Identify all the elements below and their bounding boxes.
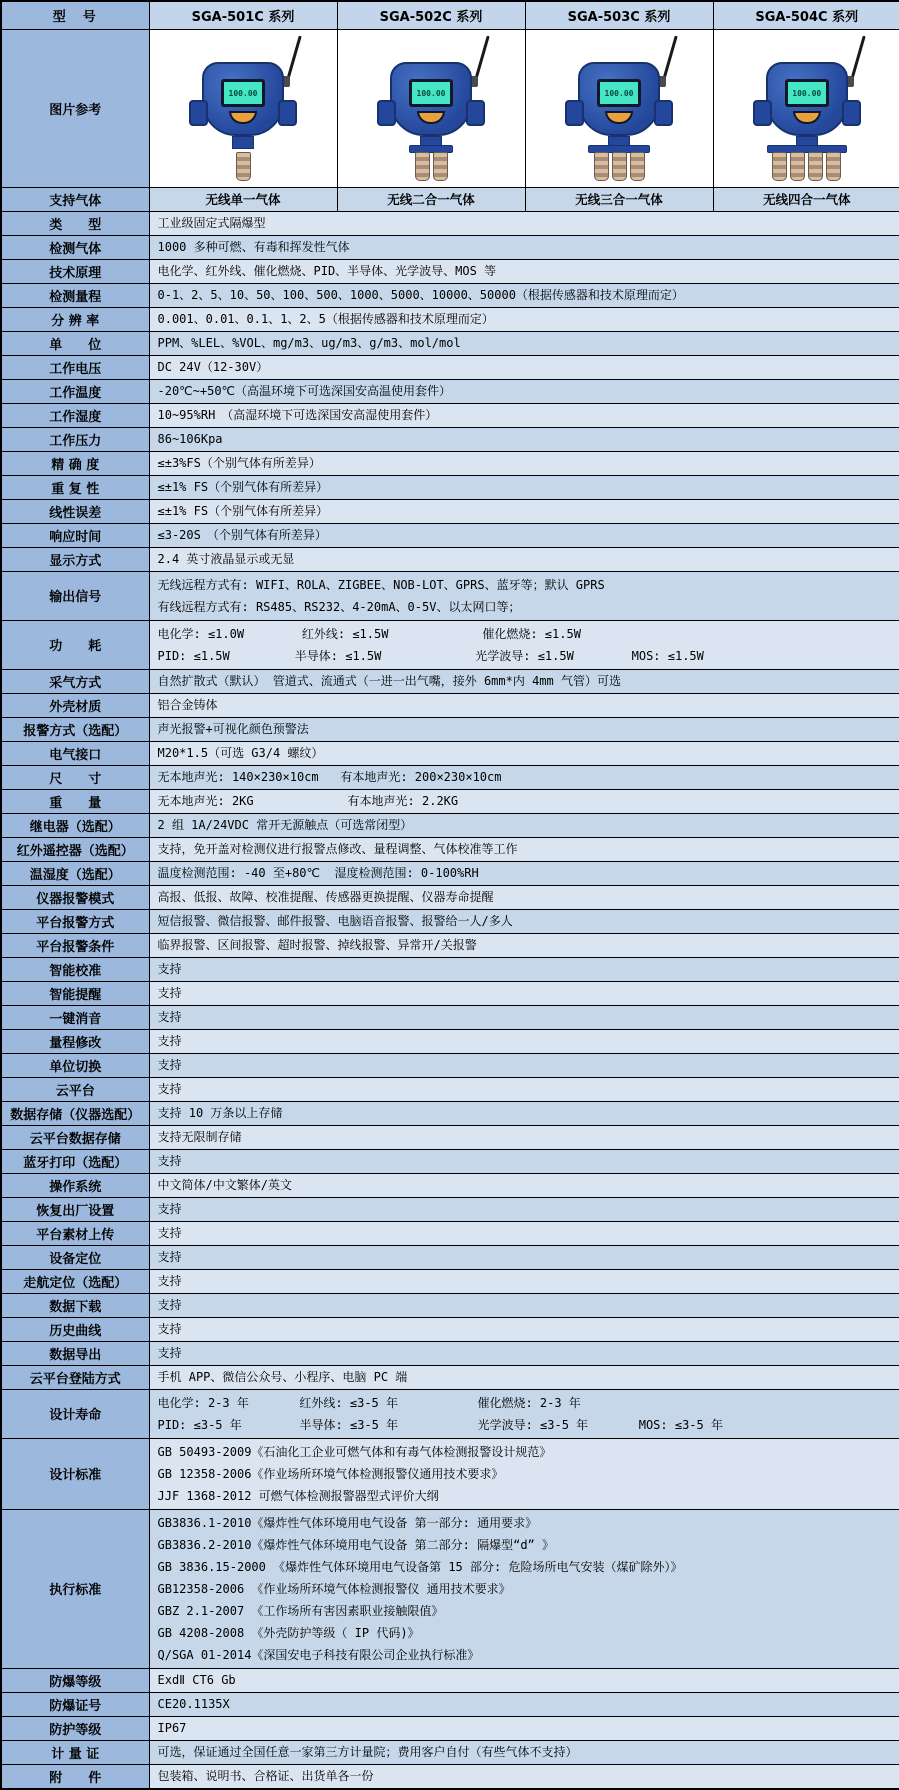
spec-value: 支持无限制存储: [149, 1125, 899, 1149]
gas-type-sga-502c: 无线二合一气体: [337, 187, 525, 211]
spec-row: [1, 307, 899, 331]
spec-row: [1, 765, 899, 789]
spec-row: [1, 861, 899, 885]
gas-support-label: 支持气体: [1, 187, 149, 211]
spec-value: 自然扩散式（默认） 管道式、流通式（一进一出气嘴，接外 6mm*内 4mm 气管）可选: [149, 669, 899, 693]
series-header-sga-502c: SGA-502C 系列: [337, 1, 525, 29]
spec-row: [1, 837, 899, 861]
series-header-sga-503c: SGA-503C 系列: [525, 1, 713, 29]
spec-label: 量程修改: [1, 1029, 149, 1053]
spec-label: 工作温度: [1, 379, 149, 403]
spec-value: 手机 APP、微信公众号、小程序、电脑 PC 端: [149, 1365, 899, 1389]
spec-row: [1, 211, 899, 235]
spec-value: ≤±1% FS（个别气体有所差异）: [149, 475, 899, 499]
spec-row: [1, 1029, 899, 1053]
spec-value: DC 24V（12-30V）: [149, 355, 899, 379]
device-buttons: [417, 111, 445, 124]
spec-label: 云平台数据存储: [1, 1125, 149, 1149]
sensor-cylinder: [808, 152, 823, 181]
device-buttons: [793, 111, 821, 124]
spec-label: 技术原理: [1, 259, 149, 283]
spec-label: 温湿度（选配）: [1, 861, 149, 885]
spec-label: 智能提醒: [1, 981, 149, 1005]
spec-value: ≤±1% FS（个别气体有所差异）: [149, 499, 899, 523]
product-image-sga-501c: [149, 29, 337, 187]
spec-value: 可选，保证通过全国任意一家第三方计量院；费用客户自付（有些气体不支持）: [149, 1740, 899, 1764]
spec-value: 支持: [149, 1317, 899, 1341]
gas-type-sga-504c: 无线四合一气体: [713, 187, 899, 211]
spec-label: 平台素材上传: [1, 1221, 149, 1245]
spec-row: [1, 475, 899, 499]
spec-row: [1, 403, 899, 427]
spec-row: [1, 355, 899, 379]
spec-value: 无本地声光: 2KG 有本地声光: 2.2KG: [149, 789, 899, 813]
detector-body: [766, 62, 848, 136]
spec-value: 无线远程方式有: WIFI、ROLA、ZIGBEE、NOB-LOT、GPRS、蓝牙等；默认 GPRS 有线远程方式有: RS485、RS232、4-20mA、0-5V、以太网口等；: [149, 571, 899, 620]
spec-label: 防爆等级: [1, 1668, 149, 1692]
spec-value: 1000 多种可燃、有毒和挥发性气体: [149, 235, 899, 259]
spec-row: [1, 523, 899, 547]
sensor-cylinder: [630, 152, 645, 181]
spec-label: 平台报警条件: [1, 933, 149, 957]
spec-label: 尺 寸: [1, 765, 149, 789]
spec-value: ≤3-20S （个别气体有所差异）: [149, 523, 899, 547]
spec-value: 工业级固定式隔爆型: [149, 211, 899, 235]
spec-value: 0-1、2、5、10、50、100、500、1000、5000、10000、50000（根据传感器和技术原理而定）: [149, 283, 899, 307]
spec-value: 支持: [149, 1341, 899, 1365]
spec-label: 工作压力: [1, 427, 149, 451]
spec-label: 分 辨 率: [1, 307, 149, 331]
spec-value: 支持 10 万条以上存储: [149, 1101, 899, 1125]
spec-row: [1, 1077, 899, 1101]
device-screen: 100.00: [597, 79, 641, 107]
series-header-sga-501c: SGA-501C 系列: [149, 1, 337, 29]
spec-value: 86~106Kpa: [149, 427, 899, 451]
device-buttons: [229, 111, 257, 124]
spec-label: 工作电压: [1, 355, 149, 379]
sensor-heads: [370, 152, 492, 181]
device-screen: 100.00: [221, 79, 265, 107]
spec-label: 恢复出厂设置: [1, 1197, 149, 1221]
spec-row: [1, 1125, 899, 1149]
spec-label: 云平台: [1, 1077, 149, 1101]
device-buttons: [605, 111, 633, 124]
spec-row: [1, 235, 899, 259]
spec-row: [1, 1101, 899, 1125]
sensor-heads: [558, 152, 680, 181]
spec-label: 数据导出: [1, 1341, 149, 1365]
sensor-heads: [182, 152, 304, 181]
spec-row: [1, 1005, 899, 1029]
spec-value: 包装箱、说明书、合格证、出货单各一份: [149, 1764, 899, 1789]
spec-value: 高报、低报、故障、校准提醒、传感器更换提醒、仪器寿命提醒: [149, 885, 899, 909]
gas-type-sga-501c: 无线单一气体: [149, 187, 337, 211]
spec-value: 支持: [149, 981, 899, 1005]
spec-value: 支持: [149, 1005, 899, 1029]
spec-label: 防护等级: [1, 1716, 149, 1740]
gas-detector-illustration: [370, 32, 492, 184]
spec-row: [1, 717, 899, 741]
spec-value: -20℃~+50℃（高温环境下可选深国安高温使用套件）: [149, 379, 899, 403]
device-neck: [232, 136, 254, 149]
spec-label: 线性误差: [1, 499, 149, 523]
spec-row: [1, 259, 899, 283]
spec-row: [1, 813, 899, 837]
spec-value: 支持，免开盖对检测仪进行报警点修改、量程调整、气体校准等工作: [149, 837, 899, 861]
spec-row: [1, 1365, 899, 1389]
spec-label: 单 位: [1, 331, 149, 355]
spec-label: 单位切换: [1, 1053, 149, 1077]
spec-label: 蓝牙打印（选配）: [1, 1149, 149, 1173]
spec-row: [1, 885, 899, 909]
spec-value: 0.001、0.01、0.1、1、2、5（根据传感器和技术原理而定）: [149, 307, 899, 331]
header-row: [1, 1, 899, 29]
image-row-label: 图片参考: [1, 29, 149, 187]
spec-row: [1, 427, 899, 451]
spec-label: 数据下载: [1, 1293, 149, 1317]
spec-label: 平台报警方式: [1, 909, 149, 933]
spec-value: PPM、%LEL、%VOL、mg/m3、ug/m3、g/m3、mol/mol: [149, 331, 899, 355]
spec-value: 支持: [149, 1269, 899, 1293]
sensor-cylinder: [612, 152, 627, 181]
spec-value: 2.4 英寸液晶显示或无显: [149, 547, 899, 571]
spec-row: [1, 379, 899, 403]
spec-label: 继电器（选配）: [1, 813, 149, 837]
spec-row: [1, 331, 899, 355]
gas-detector-illustration: [746, 32, 868, 184]
spec-label: 走航定位（选配）: [1, 1269, 149, 1293]
spec-row: [1, 547, 899, 571]
spec-row: [1, 1197, 899, 1221]
spec-value: 电化学、红外线、催化燃烧、PID、半导体、光学波导、MOS 等: [149, 259, 899, 283]
spec-row: [1, 1053, 899, 1077]
spec-label: 设计标准: [1, 1438, 149, 1509]
product-image-sga-504c: [713, 29, 899, 187]
spec-label: 报警方式（选配）: [1, 717, 149, 741]
spec-value: ExdⅡ CT6 Gb: [149, 1668, 899, 1692]
spec-row: [1, 1509, 899, 1668]
spec-label: 设备定位: [1, 1245, 149, 1269]
spec-value: GB3836.1-2010《爆炸性气体环境用电气设备 第一部分: 通用要求》 GB3836.2-2010《爆炸性气体环境用电气设备 第二部分: 隔爆型“d” 》 GB 3836.15-2000 《爆炸性气体环境用电气设备第 15 部分: 危险场所电气安装（煤矿除外）》 GB12358-2006 《作业场所环境气体检测报警仪 通用技术要求》 GBZ 2.1-2007 《工作场所有害因素职业接触限值》 GB 4208-2008 《外壳防护等级（ IP 代码)》 Q/SGA 01-2014《深国安电子科技有限公司企业执行标准》: [149, 1509, 899, 1668]
spec-value: 温度检测范围: -40 至+80℃ 湿度检测范围: 0-100%RH: [149, 861, 899, 885]
spec-value: IP67: [149, 1716, 899, 1740]
series-header-sga-504c: SGA-504C 系列: [713, 1, 899, 29]
spec-row: [1, 1692, 899, 1716]
spec-label: 响应时间: [1, 523, 149, 547]
spec-label: 重 量: [1, 789, 149, 813]
spec-row: [1, 693, 899, 717]
sensor-cylinder: [594, 152, 609, 181]
spec-label: 检测气体: [1, 235, 149, 259]
spec-label: 类 型: [1, 211, 149, 235]
spec-row: [1, 933, 899, 957]
spec-row: [1, 669, 899, 693]
spec-value: 声光报警+可视化颜色预警法: [149, 717, 899, 741]
spec-row: [1, 981, 899, 1005]
spec-value: 支持: [149, 1053, 899, 1077]
model-header-label: 型 号: [1, 1, 149, 29]
sensor-cylinder: [433, 152, 448, 181]
spec-label: 执行标准: [1, 1509, 149, 1668]
spec-label: 操作系统: [1, 1173, 149, 1197]
spec-row: [1, 1764, 899, 1789]
spec-row: [1, 1173, 899, 1197]
spec-row: [1, 1438, 899, 1509]
image-row: [1, 29, 899, 187]
spec-value: 电化学: 2-3 年 红外线: ≤3-5 年 催化燃烧: 2-3 年 PID: ≤3-5 年 半导体: ≤3-5 年 光学波导: ≤3-5 年 MOS: ≤3-5 年: [149, 1389, 899, 1438]
spec-value: 10~95%RH （高湿环境下可选深国安高湿使用套件）: [149, 403, 899, 427]
spec-label: 历史曲线: [1, 1317, 149, 1341]
spec-label: 电气接口: [1, 741, 149, 765]
spec-row: [1, 1269, 899, 1293]
spec-value: 铝合金铸体: [149, 693, 899, 717]
sensor-cylinder: [772, 152, 787, 181]
sensor-cylinder: [415, 152, 430, 181]
spec-value: GB 50493-2009《石油化工企业可燃气体和有毒气体检测报警设计规范》 GB 12358-2006《作业场所环境气体检测报警仪通用技术要求》 JJF 1368-2012 可燃气体检测报警器型式评价大纲: [149, 1438, 899, 1509]
sensor-heads: [746, 152, 868, 181]
spec-value: 临界报警、区间报警、超时报警、掉线报警、异常开/关报警: [149, 933, 899, 957]
spec-label: 精 确 度: [1, 451, 149, 475]
spec-row: [1, 1716, 899, 1740]
spec-label: 重 复 性: [1, 475, 149, 499]
spec-label: 外壳材质: [1, 693, 149, 717]
spec-row: [1, 1740, 899, 1764]
spec-value: 支持: [149, 1029, 899, 1053]
spec-value: 支持: [149, 1293, 899, 1317]
spec-label: 仪器报警模式: [1, 885, 149, 909]
spec-value: 支持: [149, 1149, 899, 1173]
spec-value: 支持: [149, 1245, 899, 1269]
spec-row: [1, 620, 899, 669]
spec-value: 支持: [149, 1221, 899, 1245]
gas-type-sga-503c: 无线三合一气体: [525, 187, 713, 211]
spec-row: [1, 741, 899, 765]
product-image-sga-502c: [337, 29, 525, 187]
spec-row: [1, 451, 899, 475]
spec-row: [1, 1245, 899, 1269]
gas-detector-illustration: [558, 32, 680, 184]
spec-label: 智能校准: [1, 957, 149, 981]
spec-row: [1, 1668, 899, 1692]
spec-value: ≤±3%FS（个别气体有所差异）: [149, 451, 899, 475]
spec-label: 云平台登陆方式: [1, 1365, 149, 1389]
spec-label: 数据存储（仪器选配）: [1, 1101, 149, 1125]
spec-label: 一键消音: [1, 1005, 149, 1029]
spec-value: 支持: [149, 1197, 899, 1221]
spec-row: [1, 571, 899, 620]
spec-value: M20*1.5（可选 G3/4 螺纹）: [149, 741, 899, 765]
spec-value: CE20.1135X: [149, 1692, 899, 1716]
device-screen: 100.00: [785, 79, 829, 107]
gas-support-row: [1, 187, 899, 211]
spec-row: [1, 499, 899, 523]
spec-label: 防爆证号: [1, 1692, 149, 1716]
spec-value: 短信报警、微信报警、邮件报警、电脑语音报警、报警给一人/多人: [149, 909, 899, 933]
spec-value: 支持: [149, 957, 899, 981]
spec-label: 采气方式: [1, 669, 149, 693]
spec-value: 中文简体/中文繁体/英文: [149, 1173, 899, 1197]
spec-label: 设计寿命: [1, 1389, 149, 1438]
spec-value: 无本地声光: 140×230×10cm 有本地声光: 200×230×10cm: [149, 765, 899, 789]
spec-label: 检测量程: [1, 283, 149, 307]
spec-row: [1, 1221, 899, 1245]
spec-row: [1, 1389, 899, 1438]
spec-label: 显示方式: [1, 547, 149, 571]
spec-row: [1, 283, 899, 307]
spec-label: 功 耗: [1, 620, 149, 669]
sensor-cylinder: [790, 152, 805, 181]
spec-label: 工作湿度: [1, 403, 149, 427]
spec-label: 输出信号: [1, 571, 149, 620]
spec-row: [1, 1341, 899, 1365]
spec-value: 支持: [149, 1077, 899, 1101]
spec-label: 红外遥控器（选配）: [1, 837, 149, 861]
spec-row: [1, 909, 899, 933]
spec-value: 电化学: ≤1.0W 红外线: ≤1.5W 催化燃烧: ≤1.5W PID: ≤1.5W 半导体: ≤1.5W 光学波导: ≤1.5W MOS: ≤1.5W: [149, 620, 899, 669]
spec-label: 附 件: [1, 1764, 149, 1789]
gas-detector-illustration: [182, 32, 304, 184]
sensor-cylinder: [826, 152, 841, 181]
detector-body: [578, 62, 660, 136]
spec-row: [1, 1149, 899, 1173]
detector-body: [202, 62, 284, 136]
spec-row: [1, 1293, 899, 1317]
product-image-sga-503c: [525, 29, 713, 187]
spec-row: [1, 789, 899, 813]
device-screen: 100.00: [409, 79, 453, 107]
spec-row: [1, 1317, 899, 1341]
spec-value: 2 组 1A/24VDC 常开无源触点（可选常闭型）: [149, 813, 899, 837]
spec-row: [1, 957, 899, 981]
spec-label: 计 量 证: [1, 1740, 149, 1764]
sensor-cylinder: [236, 152, 251, 181]
detector-body: [390, 62, 472, 136]
